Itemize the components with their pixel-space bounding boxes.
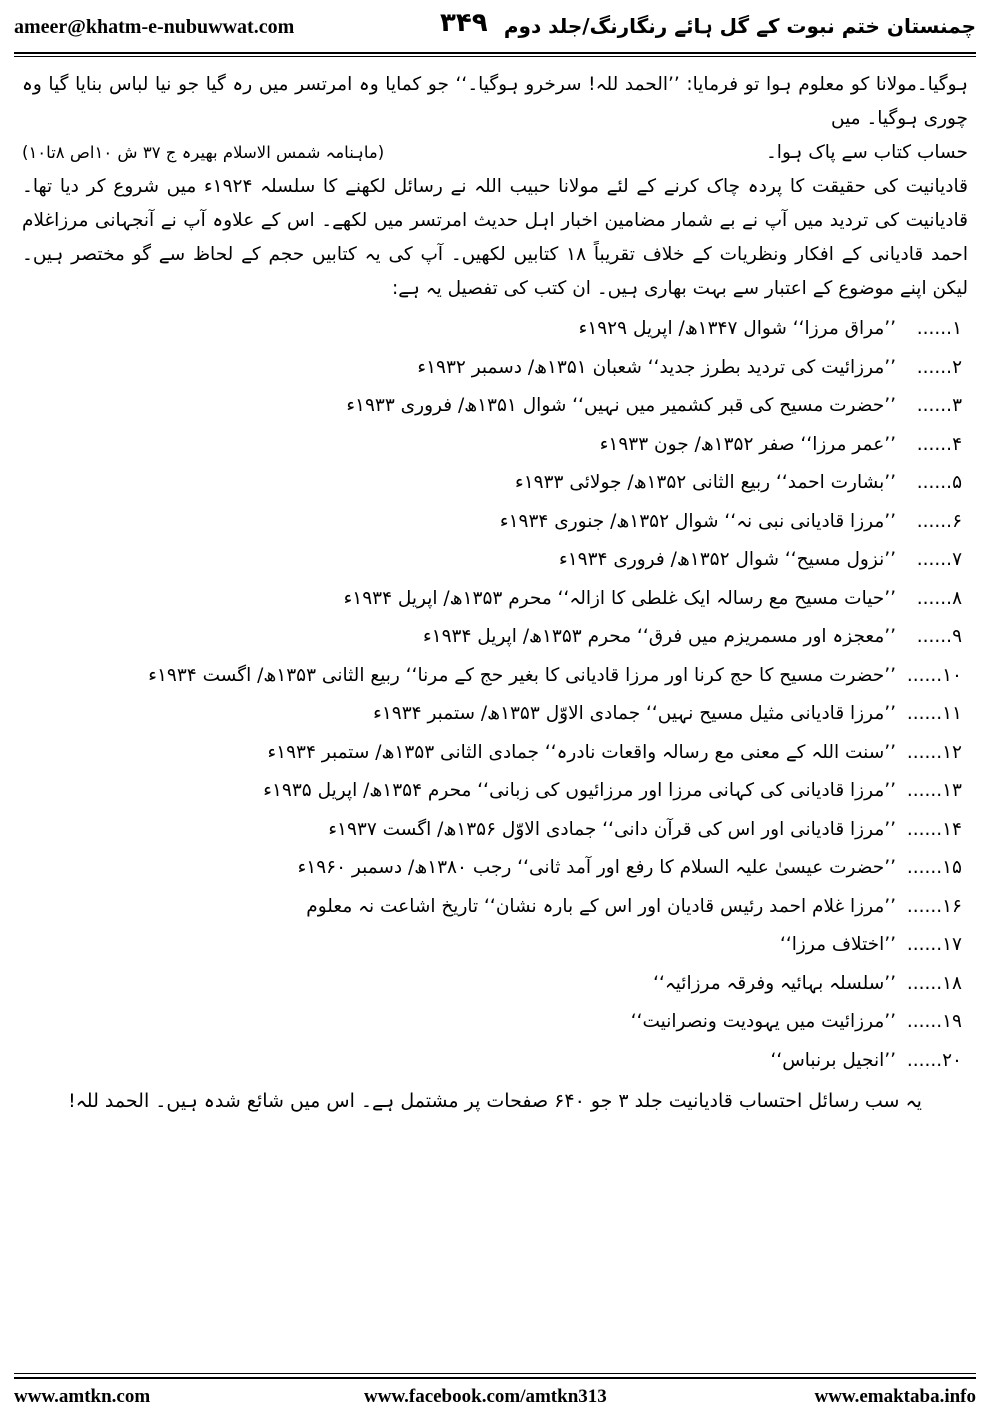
- list-number: ۶......: [916, 510, 962, 532]
- header-rule-thin: [14, 56, 976, 57]
- list-number: ۱۳......: [906, 780, 962, 801]
- list-text: ’’مرزا قادیانی مثیل مسیح نہیں‘‘ جمادی الاوّل ۱۳۵۳ھ/ ستمبر ۱۹۳۴ء: [373, 703, 896, 724]
- list-text: ’’مرزائیت میں یہودیت ونصرانیت‘‘: [630, 1011, 896, 1032]
- page-header: [0, 0, 990, 60]
- list-text: ’’عمر مرزا‘‘ صفر ۱۳۵۲ھ/ جون ۱۹۳۳ء: [599, 433, 896, 455]
- list-item: [22, 464, 968, 503]
- list-item: [22, 503, 968, 542]
- intro-ref-row: [22, 136, 968, 170]
- list-text: ’’مرزا قادیانی کی کہانی مرزا اور مرزائیوں کی زبانی‘‘ محرم ۱۳۵۴ھ/ اپریل ۱۹۳۵ء: [263, 780, 896, 801]
- list-number: ۱۰......: [906, 664, 962, 686]
- list-item: [22, 888, 968, 927]
- list-number: ۲......: [916, 356, 962, 378]
- list-text: ’’حضرت عیسیٰ علیہ السلام کا رفع اور آمد ثانی‘‘ رجب ۱۳۸۰ھ/ دسمبر ۱۹۶۰ء: [297, 857, 896, 878]
- list-item: [22, 618, 968, 657]
- list-text: ’’مرزا غلام احمد رئیس قادیان اور اس کے بارہ نشان‘‘ تاریخ اشاعت نہ معلوم: [306, 895, 896, 917]
- list-text: ’’معجزہ اور مسمریزم میں فرق‘‘ محرم ۱۳۵۳ھ/ اپریل ۱۹۳۴ء: [422, 626, 896, 647]
- list-text: ’’مرزا قادیانی نبی نہ‘‘ شوال ۱۳۵۲ھ/ جنوری ۱۹۳۴ء: [499, 510, 896, 532]
- list-number: ۸......: [916, 587, 962, 609]
- closing-line: یہ سب رسائل احتساب قادیانیت جلد ۳ جو ۶۴۰ صفحات پر مشتمل ہے۔ اس میں شائع شدہ ہیں۔ الحمد للہ!: [68, 1090, 922, 1112]
- source-reference: (ماہنامہ شمس الاسلام بھیرہ ج ۳۷ ش ۱۰اص ۸تا۱۰): [22, 143, 385, 162]
- list-number: ۳......: [916, 395, 962, 416]
- list-number: ۱۸......: [906, 972, 962, 994]
- list-number: ۱......: [916, 318, 962, 339]
- list-item: [22, 387, 968, 426]
- intro-line-1: ہوگیا۔مولانا کو معلوم ہوا تو فرمایا: ’’الحمد للہ! سرخرو ہوگیا۔‘‘ جو کمایا وہ امرتسر میں رہ گیا جو نیا لباس بنایا گیا وہ چوری ہوگیا۔ میں: [22, 74, 968, 129]
- list-text: ’’نزول مسیح‘‘ شوال ۱۳۵۲ھ/ فروری ۱۹۳۴ء: [559, 549, 896, 570]
- list-item: [22, 426, 968, 465]
- header-email: ameer@khatm-e-nubuwwat.com: [14, 16, 295, 38]
- list-number: ۵......: [916, 472, 962, 493]
- list-item: [22, 811, 968, 850]
- list-text: ’’مرزائیت کی تردید بطرز جدید‘‘ شعبان ۱۳۵۱ھ/ دسمبر ۱۹۳۲ء: [417, 356, 896, 378]
- list-item: [22, 349, 968, 388]
- list-item: [22, 926, 968, 965]
- header-rule: [14, 52, 976, 54]
- book-list: [22, 310, 968, 1080]
- list-text: ’’حضرت مسیح کا حج کرنا اور مرزا قادیانی کا بغیر حج کے مرنا‘‘ ربیع الثانی ۱۳۵۳ھ/ اگست ۱۹۳۴ء: [148, 664, 896, 686]
- page-number: ۳۴۹: [440, 8, 488, 38]
- list-number: ۴......: [916, 433, 962, 455]
- list-item: [22, 695, 968, 734]
- list-item: [22, 772, 968, 811]
- footer-link-emaktaba[interactable]: www.emaktaba.info: [814, 1386, 976, 1407]
- list-item: [22, 657, 968, 696]
- list-text: ’’بشارت احمد‘‘ ربیع الثانی ۱۳۵۲ھ/ جولائی ۱۹۳۳ء: [515, 472, 896, 493]
- list-item: [22, 849, 968, 888]
- list-number: ۱۲......: [906, 741, 962, 763]
- page-footer: [0, 1384, 990, 1414]
- list-text: ’’حضرت مسیح کی قبر کشمیر میں نہیں‘‘ شوال ۱۳۵۱ھ/ فروری ۱۹۳۳ء: [346, 395, 896, 416]
- list-item: [22, 965, 968, 1004]
- list-number: ۱۶......: [906, 895, 962, 917]
- footer-link-amtkn[interactable]: www.amtkn.com: [14, 1386, 151, 1407]
- list-number: ۲۰......: [906, 1049, 962, 1071]
- footer-link-facebook[interactable]: www.facebook.com/amtkn313: [364, 1386, 607, 1407]
- footer-rule-thin: [14, 1373, 976, 1374]
- intro-line-2: حساب کتاب سے پاک ہوا۔: [765, 142, 968, 163]
- list-text: ’’اختلاف مرزا‘‘: [780, 934, 896, 955]
- list-item: [22, 1042, 968, 1081]
- list-number: ۹......: [916, 626, 962, 647]
- list-item: [22, 541, 968, 580]
- footer-rule: [14, 1377, 976, 1379]
- list-item: [22, 734, 968, 773]
- list-number: ۱۱......: [906, 703, 962, 724]
- list-text: ’’انجیل برنباس‘‘: [770, 1049, 896, 1071]
- list-number: ۱۹......: [906, 1011, 962, 1032]
- book-title: چمنستان ختم نبوت کے گل ہائے رنگارنگ/جلد دوم: [503, 14, 976, 38]
- list-number: ۷......: [916, 549, 962, 570]
- list-text: ’’حیات مسیح مع رسالہ ایک غلطی کا ازالہ‘‘ محرم ۱۳۵۳ھ/ اپریل ۱۹۳۴ء: [343, 587, 896, 609]
- list-text: ’’مراق مرزا‘‘ شوال ۱۳۴۷ھ/ اپریل ۱۹۲۹ء: [578, 318, 896, 339]
- list-text: ’’مرزا قادیانی اور اس کی قرآن دانی‘‘ جمادی الاوّل ۱۳۵۶ھ/ اگست ۱۹۳۷ء: [328, 818, 896, 840]
- page-body: [22, 68, 968, 1118]
- list-number: ۱۵......: [906, 857, 962, 878]
- list-text: ’’سنت اللہ کے معنی مع رسالہ واقعات نادرہ‘‘ جمادی الثانی ۱۳۵۳ھ/ ستمبر ۱۹۳۴ء: [267, 741, 896, 763]
- list-number: ۱۴......: [906, 818, 962, 840]
- list-text: ’’سلسلہ بہائیہ وفرقہ مرزائیہ‘‘: [653, 972, 896, 994]
- main-paragraph: قادیانیت کی حقیقت کا پردہ چاک کرنے کے لئے مولانا حبیب اللہ نے رسائل لکھنے کا سلسلہ ۱۹۲۴ء میں شروع کر دیا تھا۔ قادیانیت کی تردید میں آپ نے بے شمار مضامین اخبار اہل حدیث امرتسر میں لکھے۔ اس کے علاوہ آپ نے آنجہانی مرزاغلام احمد قادیانی کے افکار ونظریات کے خلاف تقریباً ۱۸ کتابیں لکھیں۔ آپ کی یہ کتابیں حجم کے لحاظ سے گو مختصر ہیں۔ لیکن اپنے موضوع کے اعتبار سے بہت بھاری ہیں۔ ان کتب کی تفصیل یہ ہے:: [22, 176, 968, 299]
- list-item: [22, 580, 968, 619]
- list-item: [22, 1003, 968, 1042]
- list-item: [22, 310, 968, 349]
- list-number: ۱۷......: [906, 934, 962, 955]
